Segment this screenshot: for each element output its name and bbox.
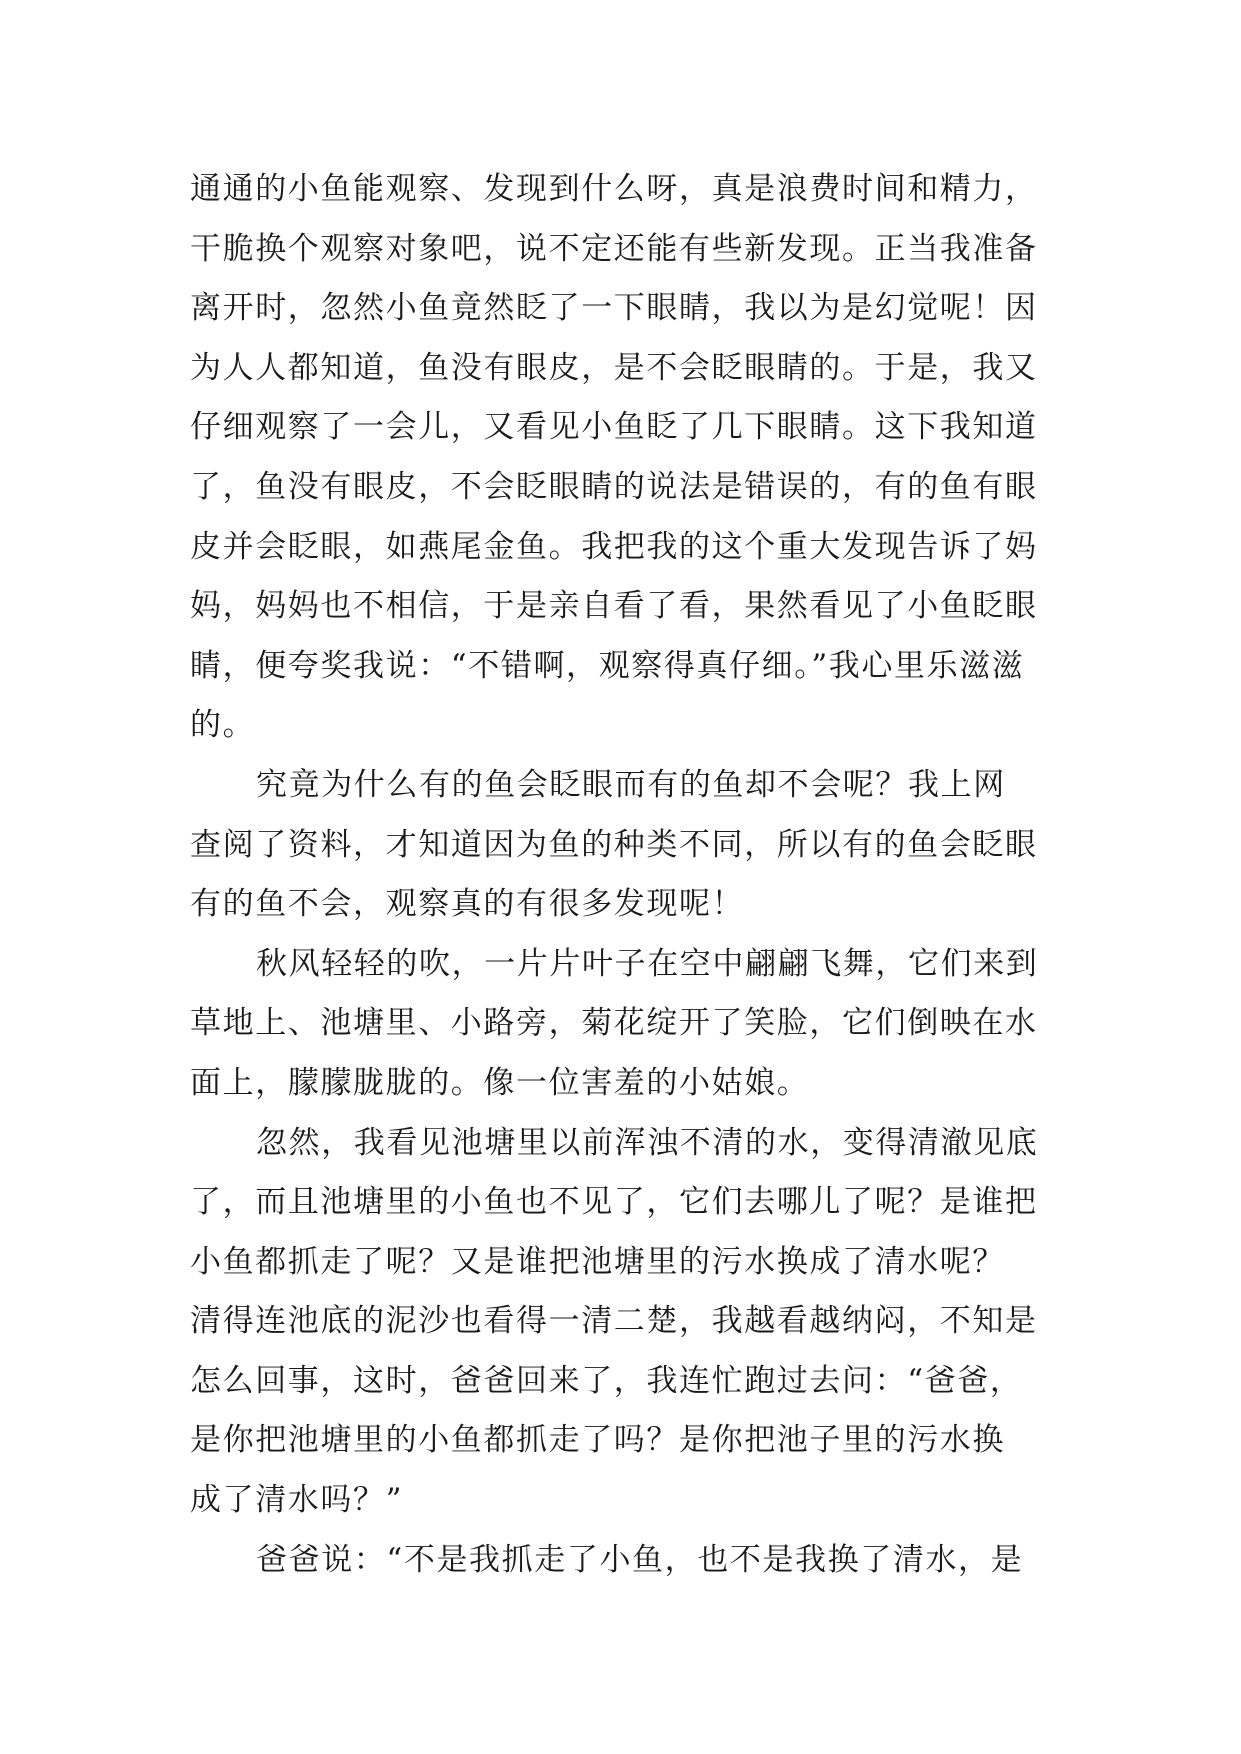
text-line: 为人人都知道，鱼没有眼皮，是不会眨眼睛的。于是，我又 [190, 349, 1038, 386]
paragraph-start-line: 秋风轻轻的吹，一片片叶子在空中翩翩飞舞，它们来到 [256, 945, 1039, 982]
text-line: 面上，朦朦胧胧的。像一位害羞的小姑娘。 [190, 1064, 810, 1101]
text-line: 查阅了资料，才知道因为鱼的种类不同，所以有的鱼会眨眼 [190, 826, 1038, 863]
body-text [190, 160, 1062, 1590]
text-line: 皮并会眨眼，如燕尾金鱼。我把我的这个重大发现告诉了妈 [190, 528, 1038, 565]
text-line: 了，而且池塘里的小鱼也不见了，它们去哪儿了呢？是谁把 [190, 1184, 1038, 1221]
text-line: 成了清水吗？” [190, 1482, 404, 1519]
text-line: 是你把池塘里的小鱼都抓走了吗？是你把池子里的污水换 [190, 1422, 1005, 1459]
text-line: 通通的小鱼能观察、发现到什么呀，真是浪费时间和精力， [190, 171, 1038, 207]
text-line: 仔细观察了一会儿，又看见小鱼眨了几下眼睛。这下我知道 [190, 409, 1038, 446]
text-line: 离开时，忽然小鱼竟然眨了一下眼睛，我以为是幻觉呢！因 [190, 290, 1038, 327]
text-line: 草地上、池塘里、小路旁，菊花绽开了笑脸，它们倒映在水 [190, 1005, 1038, 1042]
paragraph-start-line: 爸爸说：“不是我抓走了小鱼，也不是我换了清水，是 [256, 1541, 1024, 1578]
text-line: 清得连池底的泥沙也看得一清二楚，我越看越纳闷，不知是 [190, 1303, 1038, 1340]
paragraph-start-line: 究竟为什么有的鱼会眨眼而有的鱼却不会呢？我上网 [256, 766, 1006, 803]
text-line: 小鱼都抓走了呢？又是谁把池塘里的污水换成了清水呢？ [190, 1243, 1005, 1280]
text-line: 的。 [190, 707, 256, 744]
text-line: 有的鱼不会，观察真的有很多发现呢！ [190, 886, 745, 923]
text-line: 怎么回事，这时，爸爸回来了，我连忙跑过去问：“爸爸， [190, 1362, 1023, 1399]
text-line: 了，鱼没有眼皮，不会眨眼睛的说法是错误的，有的鱼有眼 [190, 468, 1038, 505]
text-line: 妈，妈妈也不相信，于是亲自看了看，果然看见了小鱼眨眼 [190, 588, 1038, 625]
text-line: 干脆换个观察对象吧，说不定还能有些新发现。正当我准备 [190, 230, 1038, 267]
text-line: 睛，便夸奖我说：“不错啊，观察得真仔细。”我心里乐滋滋 [190, 647, 1025, 684]
paragraph-start-line: 忽然，我看见池塘里以前浑浊不清的水，变得清澈见底 [256, 1124, 1039, 1161]
